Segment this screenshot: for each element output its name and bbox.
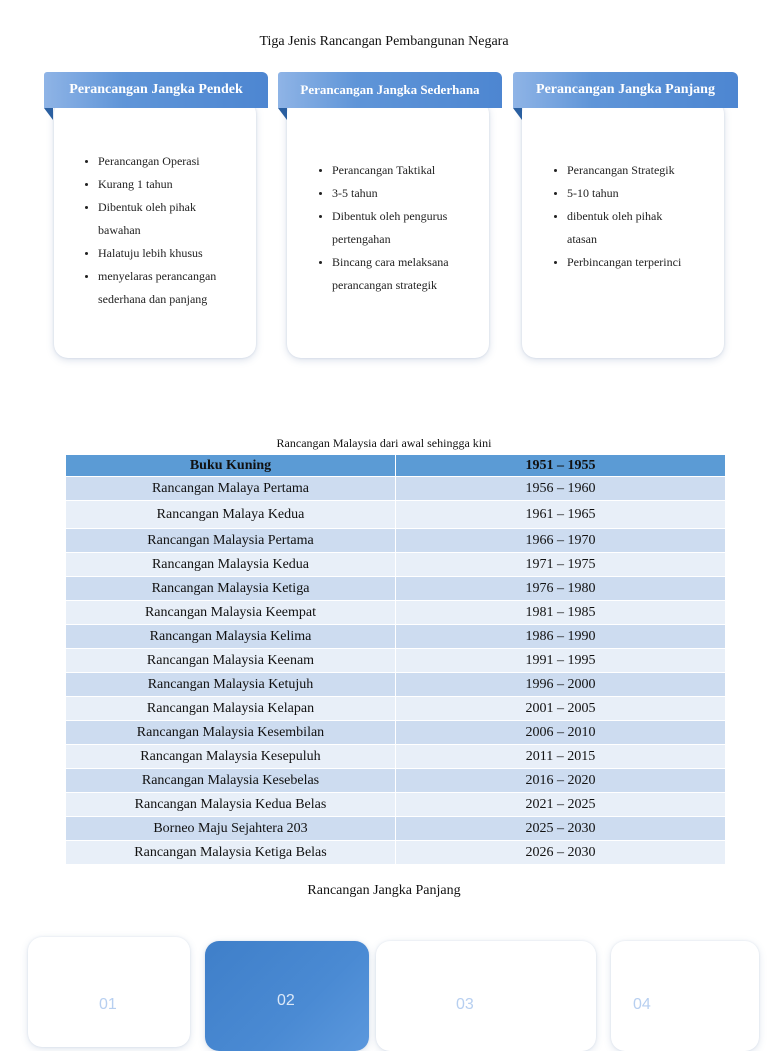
plan-period-cell: 2001 – 2005 [396,697,726,721]
list-item: • Bincang cara melaksana perancangan strategik [332,251,467,297]
plan-period-cell: 2021 – 2025 [396,793,726,817]
plan-period-cell: 1966 – 1970 [396,529,726,553]
list-item: • 5-10 tahun [567,182,724,205]
step-number: 01 [99,996,117,1013]
table-row [66,673,726,697]
table-row [66,625,726,649]
step-tile-02[interactable] [205,941,369,1051]
ribbon-fold [44,108,53,120]
card-long-term-list [522,159,724,274]
list-item: • Perancangan Strategik [567,159,724,182]
table-row [66,529,726,553]
header-cell: 1951 – 1955 [396,455,726,477]
page-title: Tiga Jenis Rancangan Pembangunan Negara [259,34,509,49]
table-row [66,793,726,817]
card-short-term-list [54,150,256,311]
plan-name-cell: Rancangan Malaysia Keenam [66,649,396,673]
plan-name-cell: Rancangan Malaysia Kelapan [66,697,396,721]
step-number: 02 [277,992,295,1009]
plan-period-cell: 2011 – 2015 [396,745,726,769]
list-item: • Perbincangan terperinci [567,251,724,274]
table-row [66,769,726,793]
plan-name-cell: Borneo Maju Sejahtera 203 [66,817,396,841]
plan-period-cell: 1971 – 1975 [396,553,726,577]
plan-period-cell: 2016 – 2020 [396,769,726,793]
plan-name-cell: Rancangan Malaysia Ketujuh [66,673,396,697]
card-medium-term-list [287,159,489,297]
table-row [66,577,726,601]
table-row [66,477,726,501]
list-item: • Perancangan Operasi [98,150,256,173]
card-medium-term [287,100,489,358]
table-row [66,697,726,721]
plan-name-cell: Rancangan Malaysia Pertama [66,529,396,553]
plan-name-cell: Rancangan Malaysia Keempat [66,601,396,625]
plan-period-cell: 1961 – 1965 [396,501,726,529]
plan-name-cell: Rancangan Malaya Kedua [66,501,396,529]
table-row [66,649,726,673]
plan-name-cell: Rancangan Malaysia Kesebelas [66,769,396,793]
table-row [66,841,726,865]
list-item: • Perancangan Taktikal [332,159,489,182]
table-row [66,501,726,529]
table-caption: Rancangan Malaysia dari awal sehingga kini [276,436,492,450]
step-number: 03 [456,996,474,1013]
plan-period-cell: 2025 – 2030 [396,817,726,841]
list-item: • Dibentuk oleh pihak bawahan [98,196,218,242]
step-tile-01[interactable] [28,937,190,1047]
plan-name-cell: Rancangan Malaysia Kedua [66,553,396,577]
ribbon-fold [513,108,522,120]
plan-period-cell: 1976 – 1980 [396,577,726,601]
plan-name-cell: Rancangan Malaysia Ketiga [66,577,396,601]
plan-period-cell: 1981 – 1985 [396,601,726,625]
plan-period-cell: 2006 – 2010 [396,721,726,745]
card-long-term [522,100,724,358]
table-header-row [66,455,726,477]
list-item: • Dibentuk oleh pengurus pertengahan [332,205,467,251]
plan-period-cell: 1996 – 2000 [396,673,726,697]
step-number: 04 [633,996,651,1013]
plan-period-cell: 1956 – 1960 [396,477,726,501]
table-row [66,601,726,625]
plan-name-cell: Rancangan Malaysia Kedua Belas [66,793,396,817]
plan-name-cell: Rancangan Malaysia Ketiga Belas [66,841,396,865]
card-long-term-title: Perancangan Jangka Panjang [513,72,738,108]
list-item: • Halatuju lebih khusus [98,242,256,265]
list-item: • 3-5 tahun [332,182,489,205]
list-item: • menyelaras perancangan sederhana dan panjang [98,265,238,311]
card-short-term-title: Perancangan Jangka Pendek [44,72,268,108]
table-row [66,721,726,745]
plan-period-cell: 1991 – 1995 [396,649,726,673]
plan-name-cell: Rancangan Malaysia Kelima [66,625,396,649]
plan-period-cell: 2026 – 2030 [396,841,726,865]
table-row [66,817,726,841]
list-item: • dibentuk oleh pihak atasan [567,205,687,251]
table-row [66,553,726,577]
card-medium-term-title: Perancangan Jangka Sederhana [278,72,502,108]
malaysia-plans-table [65,454,726,865]
plan-name-cell: Rancangan Malaysia Kesembilan [66,721,396,745]
header-cell: Buku Kuning [66,455,396,477]
step-tile-04[interactable] [611,941,759,1051]
plan-name-cell: Rancangan Malaya Pertama [66,477,396,501]
step-tile-03[interactable] [376,941,596,1051]
plan-period-cell: 1986 – 1990 [396,625,726,649]
section-title: Rancangan Jangka Panjang [307,883,461,898]
table-row [66,745,726,769]
ribbon-fold [278,108,287,120]
card-short-term [54,100,256,358]
plan-name-cell: Rancangan Malaysia Kesepuluh [66,745,396,769]
list-item: • Kurang 1 tahun [98,173,256,196]
